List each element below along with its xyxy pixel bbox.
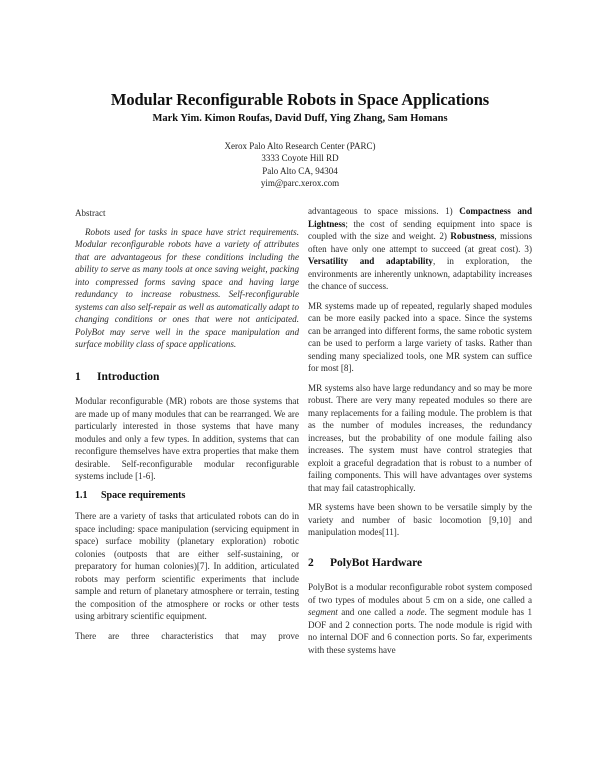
section-title: PolyBot Hardware [330,556,423,569]
section-title: Introduction [97,370,160,383]
section-heading-introduction [75,371,299,384]
section-number: 1 [75,370,81,383]
space-req-paragraph-2-continued [308,205,532,293]
space-req-paragraph-4: MR systems also have large redundancy and so may be more robust. There are very many repeated modules so there are many replacements for a failing module. The problem is that as the number of modules increases, the redundancy increases, but the probability of one module failing also increases. The system must have control strategies that exploit a graceful degradation that is robust to a number of failing components. This will have advantages over systems that may fail catastrophically. [308,382,532,493]
text-run: , missions often have only one attempt to succeed (at great cost). 3) [308,231,532,254]
right-column [308,205,532,663]
text-run: . The segment module has 1 DOF and 2 connection ports. The node module is rigid with no internal DOF and 6 connection ports. So far, experiments with these systems have [308,607,532,655]
affiliation-city: Palo Alto CA, 94304 [262,165,338,176]
text-run: advantageous to space missions. 1) [308,206,460,216]
text-run: ; the cost of sending equipment into space is coupled with the size and weight. 2) [308,218,532,241]
subsection-heading-space-requirements [75,490,299,503]
space-req-paragraph-5: MR systems have been shown to be versatile simply by the variety and number of basic locomotion [9,10] and manipulation modes[11]. [308,502,532,537]
italic-term-segment: segment [308,607,338,617]
text-run: PolyBot is a modular reconfigurable robot system composed of two types of modules about 5 cm on a side, one called a [308,582,532,605]
bold-term-versatility: Versatility and adaptability [308,256,433,266]
affiliation-email: yim@parc.xerox.com [260,177,340,188]
space-req-paragraph-3: MR systems made up of repeated, regularly shaped modules can be more easily packed into a space. Since the systems can be arranged into different forms, the same robotic system can be used to perform a large variety of tasks. Rather than sending many specialized tools, one MR system can suffice for most [8]. [308,300,532,373]
space-req-paragraph-2-start: There are three characteristics that may prove [75,630,299,641]
bold-term-compactness: Compactness and Lightness [308,206,533,229]
section-heading-polybot-hardware [308,557,532,570]
affiliation-street: 3333 Coyote Hill RD [261,153,339,164]
subsection-number: 1.1 [75,489,88,501]
abstract-label: Abstract [75,208,106,218]
intro-paragraph: Modular reconfigurable (MR) robots are those systems that are made up of many modules that can be rearranged. We are particularly interested in those systems that have many modules and only a few types. In addition, systems that can reconfigure themselves have extra properties that make them desirable. Self-reconfigurable modular reconfigurable systems include [1-6]. [75,396,299,481]
author-list: Mark Yim. Kimon Roufas, David Duff, Ying Zhang, Sam Homans [152,113,448,124]
space-req-paragraph-1: There are a variety of tasks that articulated robots can do in space including: space manipulation (servicing equipment in space) surface mobility (planetary exploration) robotic colonies (outposts that are either self-sustaining, or preparatory for human colonies)[7]. In addition, articulated robots may perform scientific experiments that include sample and return of planetary atmosphere or terrain, testing the composition of the atmosphere or rocks or other tests using arbitrary scientific equipment. [75,511,299,621]
paper-title: Modular Reconfigurable Robots in Space Applications [110,90,490,109]
hardware-paragraph-1 [308,581,532,656]
text-run: and one called a [337,607,407,617]
italic-term-node: node [406,607,425,617]
left-column [75,207,299,649]
text-run: , in exploration, the environments are inherently unknown, adaptability increases the chance of success. [308,256,532,291]
affiliation-block [0,140,600,189]
subsection-title: Space requirements [101,489,186,501]
bold-term-robustness: Robustness [450,231,495,241]
affiliation-org: Xerox Palo Alto Research Center (PARC) [224,141,376,151]
section-number: 2 [308,556,314,569]
abstract-text: Robots used for tasks in space have strict requirements. Modular reconfigurable robots have a variety of attributes that are advantageous for these conditions including the ability to serve as many tools at once saving weight, packing into compressed forms saving space and having large redundancy to increase robustness. Self-reconfigurable systems can also self-repair as well as automatically adapt to changing conditions or ones that were not anticipated. PolyBot may serve well in the space manipulation and surface mobility class of space applications. [75,226,299,349]
